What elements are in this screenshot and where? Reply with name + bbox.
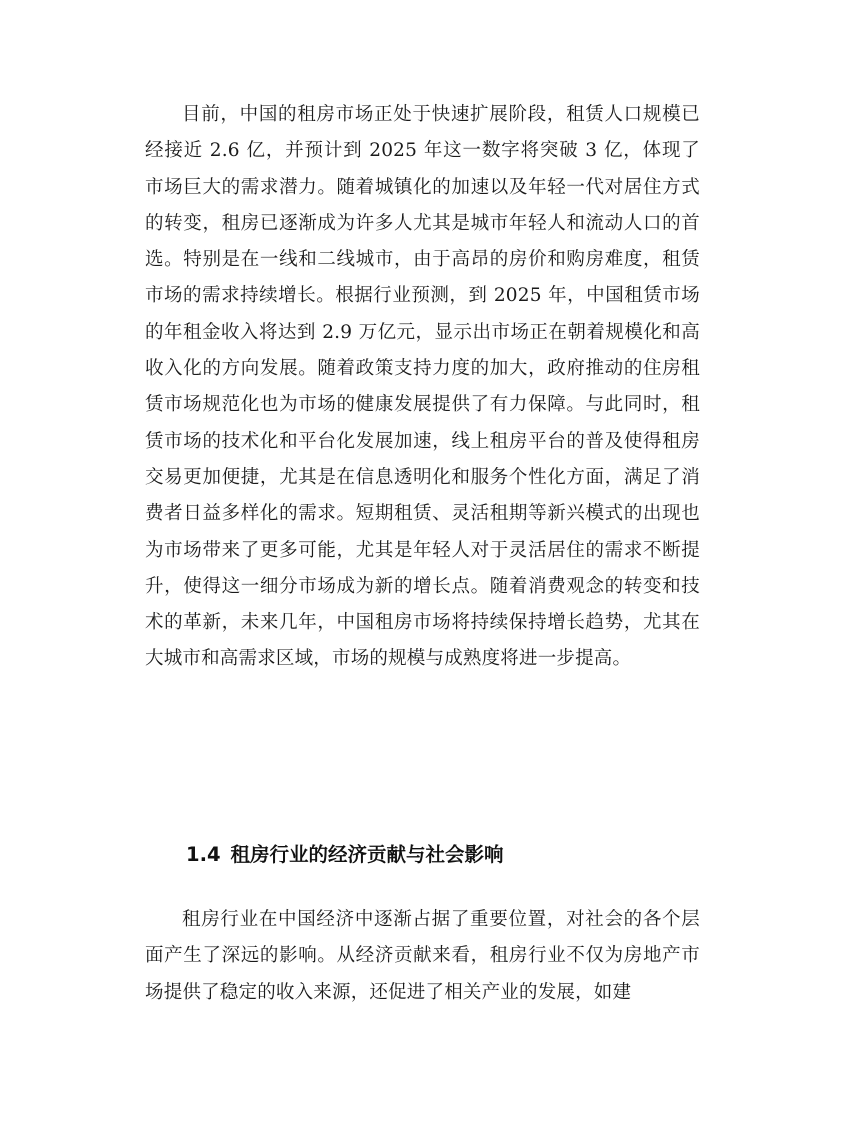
body-paragraph: 租房行业在中国经济中逐渐占据了重要位置，对社会的各个层面产生了深远的影响。从经济贡献来看，租房行业不仅为房地产市场提供了稳定的收入来源，还促进了相关产业的发展，如建 [145,909,700,1003]
body-paragraph: 目前，中国的租房市场正处于快速扩展阶段，租赁人口规模已经接近 2.6 亿，并预计到 2025 年这一数字将突破 3 亿，体现了市场巨大的需求潜力。随着城镇化的加速以及年轻一代对居住方式的转变，租房已逐渐成为许多人尤其是城市年轻人和流动人口的首选。特别是在一线和二线城市，由于高昂的房价和购房难度，租赁市场的需求持续增长。根据行业预测，到 2025 年，中国租赁市场的年租金收入将达到 2.9 万亿元，显示出市场正在朝着规模化和高收入化的方向发展。随着政策支持力度的加大，政府推动的住房租赁市场规范化也为市场的健康发展提供了有力保障。与此同时，租赁市场的技术化和平台化发展加速，线上租房平台的普及使得租房交易更加便捷，尤其是在信息透明化和服务个性化方面，满足了消费者日益多样化的需求。短期租赁、灵活租期等新兴模式的出现也为市场带来了更多可能，尤其是年轻人对于灵活居住的需求不断提升，使得这一细分市场成为新的增长点。随着消费观念的转变和技术的革新，未来几年，中国租房市场将持续保持增长趋势，尤其在大城市和高需求区域，市场的规模与成熟度将进一步提高。 [145,104,700,670]
section-title: 租房行业的经济贡献与社会影响 [230,843,504,866]
section-heading [186,840,504,870]
section-number: 1.4 [186,843,221,866]
